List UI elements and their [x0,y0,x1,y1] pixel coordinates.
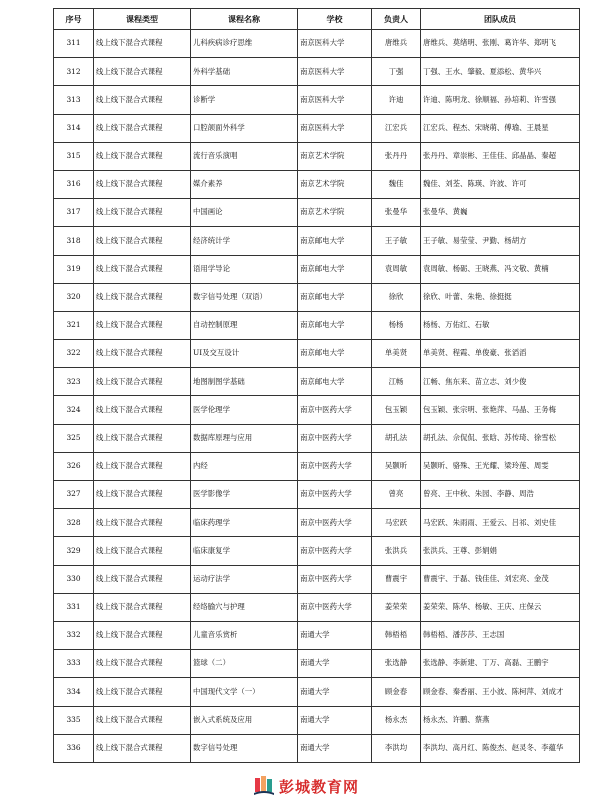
cell-no: 320 [54,283,94,311]
cell-course-type: 线上线下混合式课程 [94,452,191,480]
cell-school: 南京艺术学院 [298,170,372,198]
cell-no: 312 [54,58,94,86]
cell-school: 南通大学 [298,706,372,734]
cell-no: 336 [54,734,94,762]
cell-members: 张洪兵、王尊、彭娟娟 [421,537,580,565]
cell-no: 332 [54,621,94,649]
cell-no: 334 [54,678,94,706]
cell-lead: 包玉颖 [372,396,421,424]
cell-school: 南通大学 [298,734,372,762]
book-logo-icon [253,776,275,796]
cell-no: 317 [54,199,94,227]
cell-lead: 江宏兵 [372,114,421,142]
cell-school: 南京艺术学院 [298,142,372,170]
cell-school: 南京中医药大学 [298,509,372,537]
cell-school: 南京艺术学院 [298,199,372,227]
table-row [54,537,580,565]
cell-members: 徐欣、叶蕾、朱艳、徐挺挺 [421,283,580,311]
cell-course-type: 线上线下混合式课程 [94,199,191,227]
cell-members: 江畅、焦东来、苗立志、刘少俊 [421,368,580,396]
cell-lead: 吴颢昕 [372,452,421,480]
cell-no: 329 [54,537,94,565]
cell-course-type: 线上线下混合式课程 [94,368,191,396]
cell-course-type: 线上线下混合式课程 [94,255,191,283]
cell-no: 327 [54,481,94,509]
cell-school: 南京中医药大学 [298,424,372,452]
cell-school: 南京邮电大学 [298,255,372,283]
cell-no: 331 [54,593,94,621]
table-body [54,30,580,763]
cell-school: 南京医科大学 [298,58,372,86]
cell-school: 南京邮电大学 [298,227,372,255]
table-row [54,311,580,339]
cell-course-name: UI及交互设计 [191,340,298,368]
cell-school: 南京中医药大学 [298,396,372,424]
cell-course-name: 医学影像学 [191,481,298,509]
cell-school: 南京医科大学 [298,86,372,114]
cell-no: 324 [54,396,94,424]
cell-lead: 王子敏 [372,227,421,255]
table-row [54,86,580,114]
cell-course-name: 运动疗法学 [191,565,298,593]
header-no: 序号 [54,9,94,30]
cell-course-name: 儿童音乐赏析 [191,621,298,649]
table-row [54,396,580,424]
cell-course-name: 中国现代文学（一） [191,678,298,706]
cell-lead: 江畅 [372,368,421,396]
cell-no: 311 [54,30,94,58]
cell-course-name: 经济统计学 [191,227,298,255]
cell-course-name: 自动控制原理 [191,311,298,339]
cell-lead: 顾金春 [372,678,421,706]
cell-no: 314 [54,114,94,142]
cell-members: 曹震宇、于磊、钱佳佳、刘宏亮、金茂 [421,565,580,593]
cell-lead: 丁强 [372,58,421,86]
cell-school: 南通大学 [298,678,372,706]
cell-no: 315 [54,142,94,170]
cell-course-name: 中国画论 [191,199,298,227]
cell-course-name: 地图制图学基础 [191,368,298,396]
cell-lead: 魏佳 [372,170,421,198]
cell-course-name: 篮球（二） [191,650,298,678]
cell-course-name: 诊断学 [191,86,298,114]
table-row [54,706,580,734]
cell-course-name: 媒介素养 [191,170,298,198]
cell-course-name: 儿科疾病诊疗思维 [191,30,298,58]
table-row [54,58,580,86]
cell-course-type: 线上线下混合式课程 [94,621,191,649]
cell-course-type: 线上线下混合式课程 [94,537,191,565]
cell-lead: 李洪均 [372,734,421,762]
cell-members: 唐维兵、莫绪明、张刚、葛许华、郑明飞 [421,30,580,58]
header-lead: 负责人 [372,9,421,30]
cell-lead: 杨杨 [372,311,421,339]
cell-school: 南京医科大学 [298,114,372,142]
table-row [54,142,580,170]
cell-no: 330 [54,565,94,593]
cell-lead: 单美贤 [372,340,421,368]
header-school: 学校 [298,9,372,30]
header-members: 团队成员 [421,9,580,30]
cell-lead: 姜荣荣 [372,593,421,621]
table-row [54,340,580,368]
cell-school: 南京医科大学 [298,30,372,58]
cell-course-name: 临床康复学 [191,537,298,565]
table-row [54,368,580,396]
cell-course-name: 数字信号处理（双语） [191,283,298,311]
cell-no: 322 [54,340,94,368]
cell-course-name: 流行音乐演唱 [191,142,298,170]
cell-members: 杨杨、万佑红、石敏 [421,311,580,339]
table-row [54,30,580,58]
cell-members: 胡孔法、佘侃侃、张晗、苏传琦、徐雪松 [421,424,580,452]
cell-lead: 韩梧梧 [372,621,421,649]
cell-course-type: 线上线下混合式课程 [94,424,191,452]
cell-course-type: 线上线下混合式课程 [94,170,191,198]
cell-course-type: 线上线下混合式课程 [94,58,191,86]
table-row [54,734,580,762]
table-header-row [54,9,580,30]
cell-course-type: 线上线下混合式课程 [94,114,191,142]
cell-lead: 曾亮 [372,481,421,509]
cell-course-type: 线上线下混合式课程 [94,509,191,537]
cell-no: 335 [54,706,94,734]
cell-course-type: 线上线下混合式课程 [94,650,191,678]
cell-members: 顾金春、秦香丽、王小波、陈柯萍、刘成才 [421,678,580,706]
table-row [54,621,580,649]
header-course-type: 课程类型 [94,9,191,30]
cell-members: 韩梧梧、潘莎莎、王志国 [421,621,580,649]
cell-course-type: 线上线下混合式课程 [94,142,191,170]
cell-lead: 杨永杰 [372,706,421,734]
table-row [54,678,580,706]
cell-lead: 许迪 [372,86,421,114]
cell-lead: 张选静 [372,650,421,678]
table-row [54,509,580,537]
cell-course-type: 线上线下混合式课程 [94,706,191,734]
cell-members: 姜荣荣、陈华、杨敏、王庆、庄保云 [421,593,580,621]
cell-course-type: 线上线下混合式课程 [94,678,191,706]
cell-members: 吴颢昕、骆殊、王光耀、梁玲莲、周雯 [421,452,580,480]
table-row [54,199,580,227]
course-table [53,8,580,763]
table-row [54,255,580,283]
cell-no: 318 [54,227,94,255]
cell-members: 李洪均、高月红、陈俊杰、赵灵冬、李蕴华 [421,734,580,762]
cell-course-type: 线上线下混合式课程 [94,734,191,762]
cell-members: 魏佳、刘荃、陈瑛、许波、许可 [421,170,580,198]
cell-course-type: 线上线下混合式课程 [94,30,191,58]
site-logo [253,775,359,797]
cell-no: 326 [54,452,94,480]
cell-course-name: 语用学导论 [191,255,298,283]
cell-school: 南京中医药大学 [298,452,372,480]
cell-lead: 胡孔法 [372,424,421,452]
cell-no: 313 [54,86,94,114]
cell-no: 325 [54,424,94,452]
cell-course-name: 外科学基础 [191,58,298,86]
cell-school: 南通大学 [298,650,372,678]
table-row [54,565,580,593]
table-row [54,283,580,311]
cell-lead: 张洪兵 [372,537,421,565]
cell-lead: 马宏跃 [372,509,421,537]
table-row [54,650,580,678]
cell-course-type: 线上线下混合式课程 [94,481,191,509]
cell-course-name: 口腔颌面外科学 [191,114,298,142]
cell-lead: 徐欣 [372,283,421,311]
cell-school: 南通大学 [298,621,372,649]
cell-members: 许迪、陈明龙、徐顺福、孙培莉、许雪强 [421,86,580,114]
cell-members: 王子敏、易莹莹、尹勤、杨胡方 [421,227,580,255]
cell-course-name: 经络腧穴与护理 [191,593,298,621]
table-row [54,481,580,509]
table-row [54,424,580,452]
cell-lead: 唐维兵 [372,30,421,58]
cell-course-type: 线上线下混合式课程 [94,86,191,114]
watermark-text: 彭城教育网 [279,777,360,796]
table-row [54,593,580,621]
cell-school: 南京邮电大学 [298,368,372,396]
cell-course-name: 嵌入式系统及应用 [191,706,298,734]
cell-no: 319 [54,255,94,283]
cell-lead: 张曼华 [372,199,421,227]
cell-course-type: 线上线下混合式课程 [94,565,191,593]
cell-course-name: 内经 [191,452,298,480]
cell-course-name: 数据库原理与应用 [191,424,298,452]
cell-lead: 曹震宇 [372,565,421,593]
cell-school: 南京邮电大学 [298,311,372,339]
cell-course-name: 数字信号处理 [191,734,298,762]
cell-course-type: 线上线下混合式课程 [94,593,191,621]
header-course-name: 课程名称 [191,9,298,30]
cell-members: 曾亮、王中秋、朱园、李静、周浩 [421,481,580,509]
cell-members: 杨永杰、许鹏、蔡燕 [421,706,580,734]
cell-members: 张选静、李新建、丁万、高磊、王鹏宇 [421,650,580,678]
cell-course-name: 医学伦理学 [191,396,298,424]
cell-course-name: 临床药理学 [191,509,298,537]
table-row [54,170,580,198]
cell-course-type: 线上线下混合式课程 [94,227,191,255]
cell-course-type: 线上线下混合式课程 [94,396,191,424]
cell-no: 333 [54,650,94,678]
course-table-container [53,8,579,763]
table-row [54,452,580,480]
cell-lead: 袁周敏 [372,255,421,283]
cell-members: 包玉颖、张宗明、张艳萍、马晶、王务梅 [421,396,580,424]
cell-members: 马宏跃、朱雨雨、王爱云、吕祁、刘史佳 [421,509,580,537]
cell-members: 丁强、王水、肇毅、夏添松、黄华兴 [421,58,580,86]
table-row [54,227,580,255]
cell-course-type: 线上线下混合式课程 [94,340,191,368]
cell-course-type: 线上线下混合式课程 [94,311,191,339]
cell-members: 张丹丹、章崇彬、王佳佳、邱晶晶、秦超 [421,142,580,170]
cell-members: 张曼华、黄巍 [421,199,580,227]
cell-no: 316 [54,170,94,198]
cell-school: 南京中医药大学 [298,481,372,509]
cell-school: 南京邮电大学 [298,283,372,311]
cell-course-type: 线上线下混合式课程 [94,283,191,311]
cell-school: 南京中医药大学 [298,537,372,565]
cell-lead: 张丹丹 [372,142,421,170]
cell-no: 328 [54,509,94,537]
cell-school: 南京邮电大学 [298,340,372,368]
cell-no: 323 [54,368,94,396]
cell-members: 单美贤、程霞、单俊豪、张滔滔 [421,340,580,368]
cell-members: 江宏兵、程杰、宋晓萌、傅瑜、王晨星 [421,114,580,142]
cell-school: 南京中医药大学 [298,565,372,593]
cell-school: 南京中医药大学 [298,593,372,621]
table-row [54,114,580,142]
cell-no: 321 [54,311,94,339]
cell-members: 袁周敏、杨砺、王晓燕、冯文敬、黄楠 [421,255,580,283]
